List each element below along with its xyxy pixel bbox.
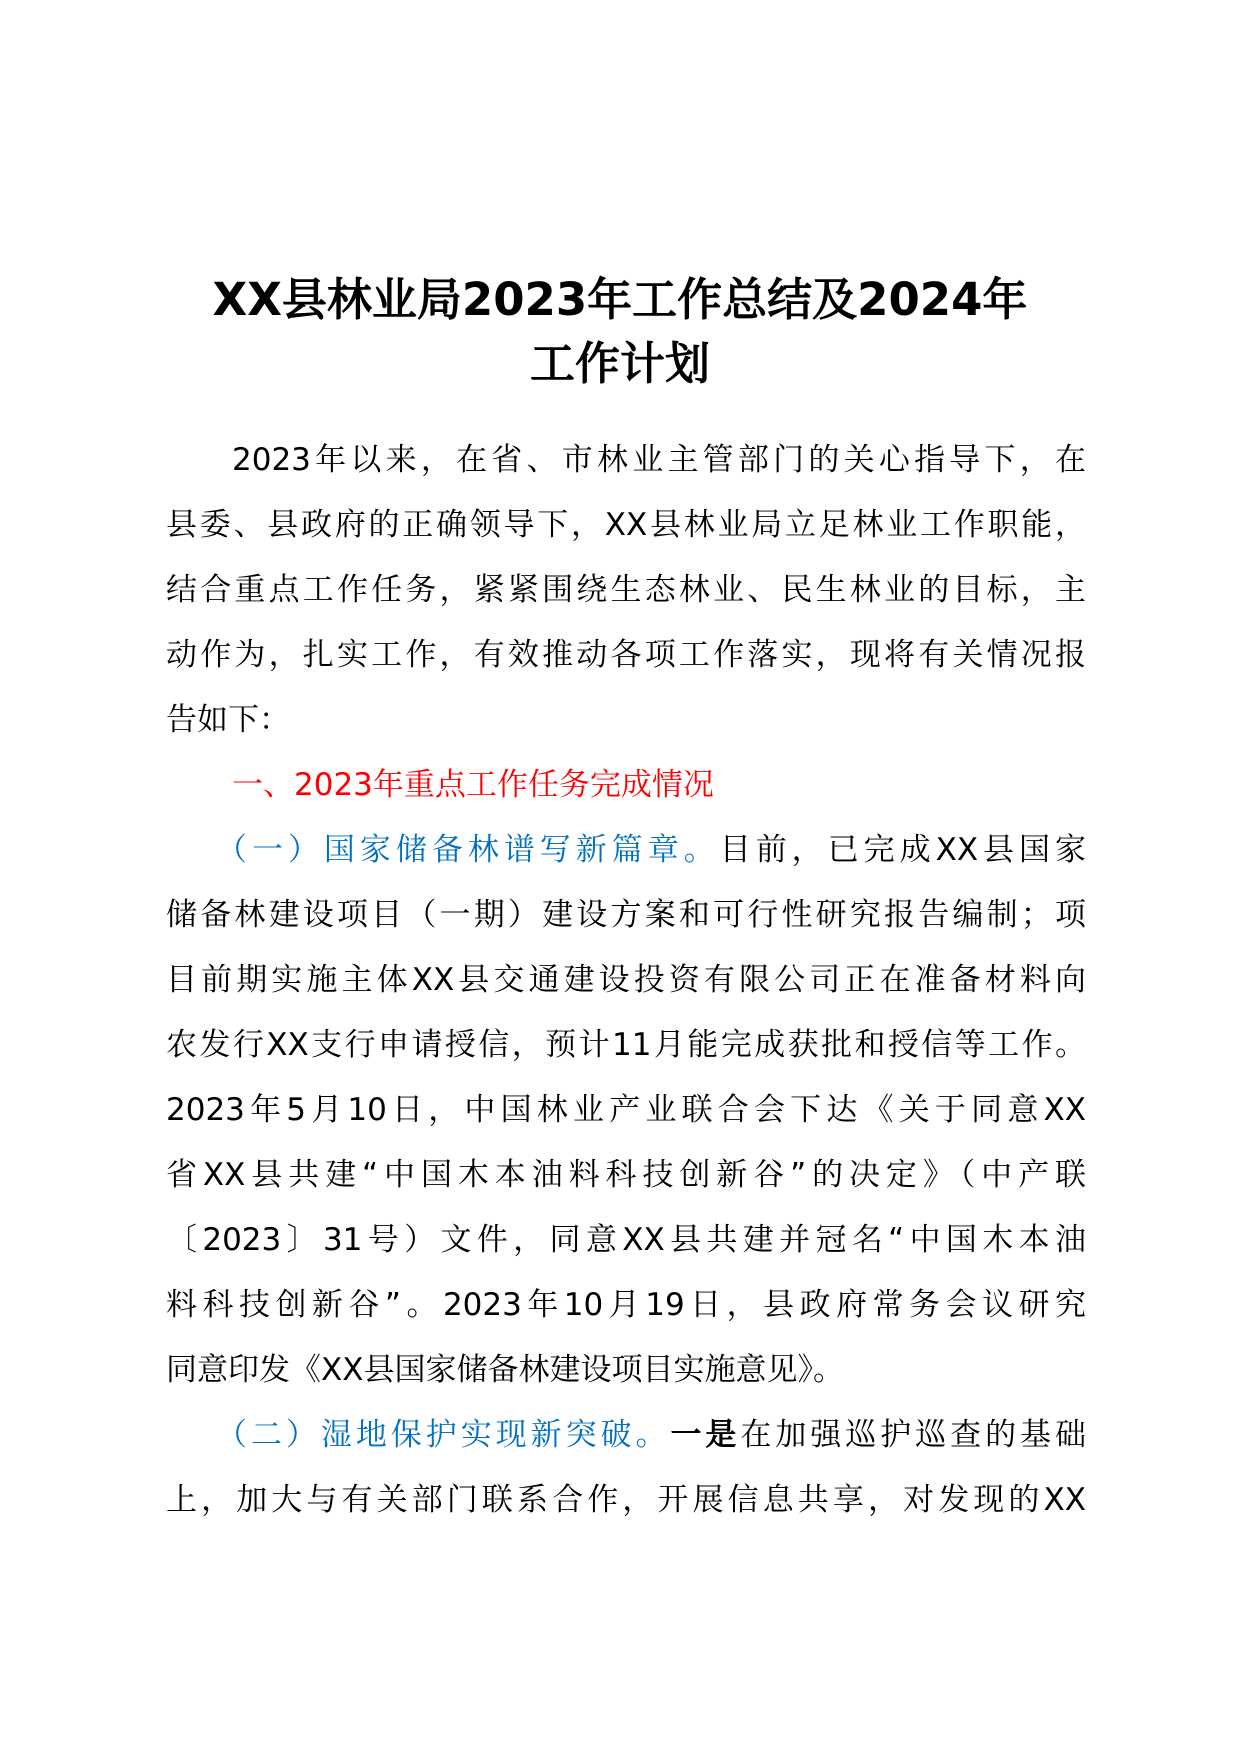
- subsection-1-first-line: [166, 818, 1086, 883]
- intro-line: 县委、县政府的正确领导下，XX县林业局立足林业工作职能，: [166, 507, 1086, 543]
- paragraph-line: 同意印发《XX县国家储备林建设项目实施意见》。: [166, 1352, 844, 1388]
- document-title-line-1: XX县林业局2023年工作总结及2024年: [212, 273, 1028, 326]
- bold-lead: 一是: [670, 1417, 741, 1453]
- document-body: [166, 428, 1086, 1533]
- subsection-1-heading: （一）国家储备林谱写新篇章。: [216, 832, 720, 868]
- paragraph-line: 2023年5月10日，中国林业产业联合会下达《关于同意XX: [166, 1092, 1086, 1128]
- paragraph-line: 上，加大与有关部门联系合作，开展信息共享，对发现的XX: [166, 1482, 1086, 1518]
- paragraph-line: 省XX县共建“中国木本油料科技创新谷”的决定》（中产联: [166, 1157, 1086, 1193]
- intro-line: 告如下：: [166, 702, 290, 738]
- paragraph-line: 目前期实施主体XX县交通建设投资有限公司正在准备材料向: [166, 962, 1086, 998]
- paragraph-line: 〔2023〕31号）文件，同意XX县共建并冠名“中国木本油: [166, 1222, 1086, 1258]
- subsection-2-text: 在加强巡护巡查的基础: [740, 1417, 1087, 1453]
- paragraph-line: 农发行XX支行申请授信，预计11月能完成获批和授信等工作。: [166, 1027, 1086, 1063]
- subsection-2-heading: （二）湿地保护实现新突破。: [216, 1417, 671, 1453]
- intro-line: 动作为，扎实工作，有效推动各项工作落实，现将有关情况报: [166, 637, 1086, 673]
- paragraph-line: 料科技创新谷”。2023年10月19日，县政府常务会议研究: [166, 1287, 1086, 1323]
- intro-line: 结合重点工作任务，紧紧围绕生态林业、民生林业的目标，主: [166, 572, 1086, 608]
- subsection-2-first-line: [166, 1403, 1086, 1468]
- document-title-line-2: 工作计划: [529, 337, 710, 390]
- subsection-1-text: 目前，已完成XX县国家: [719, 832, 1087, 868]
- intro-line: 2023年以来，在省、市林业主管部门的关心指导下，在: [232, 442, 1086, 478]
- section-heading: 一、2023年重点工作任务完成情况: [232, 767, 714, 803]
- paragraph-line: 储备林建设项目（一期）建设方案和可行性研究报告编制；项: [166, 897, 1086, 933]
